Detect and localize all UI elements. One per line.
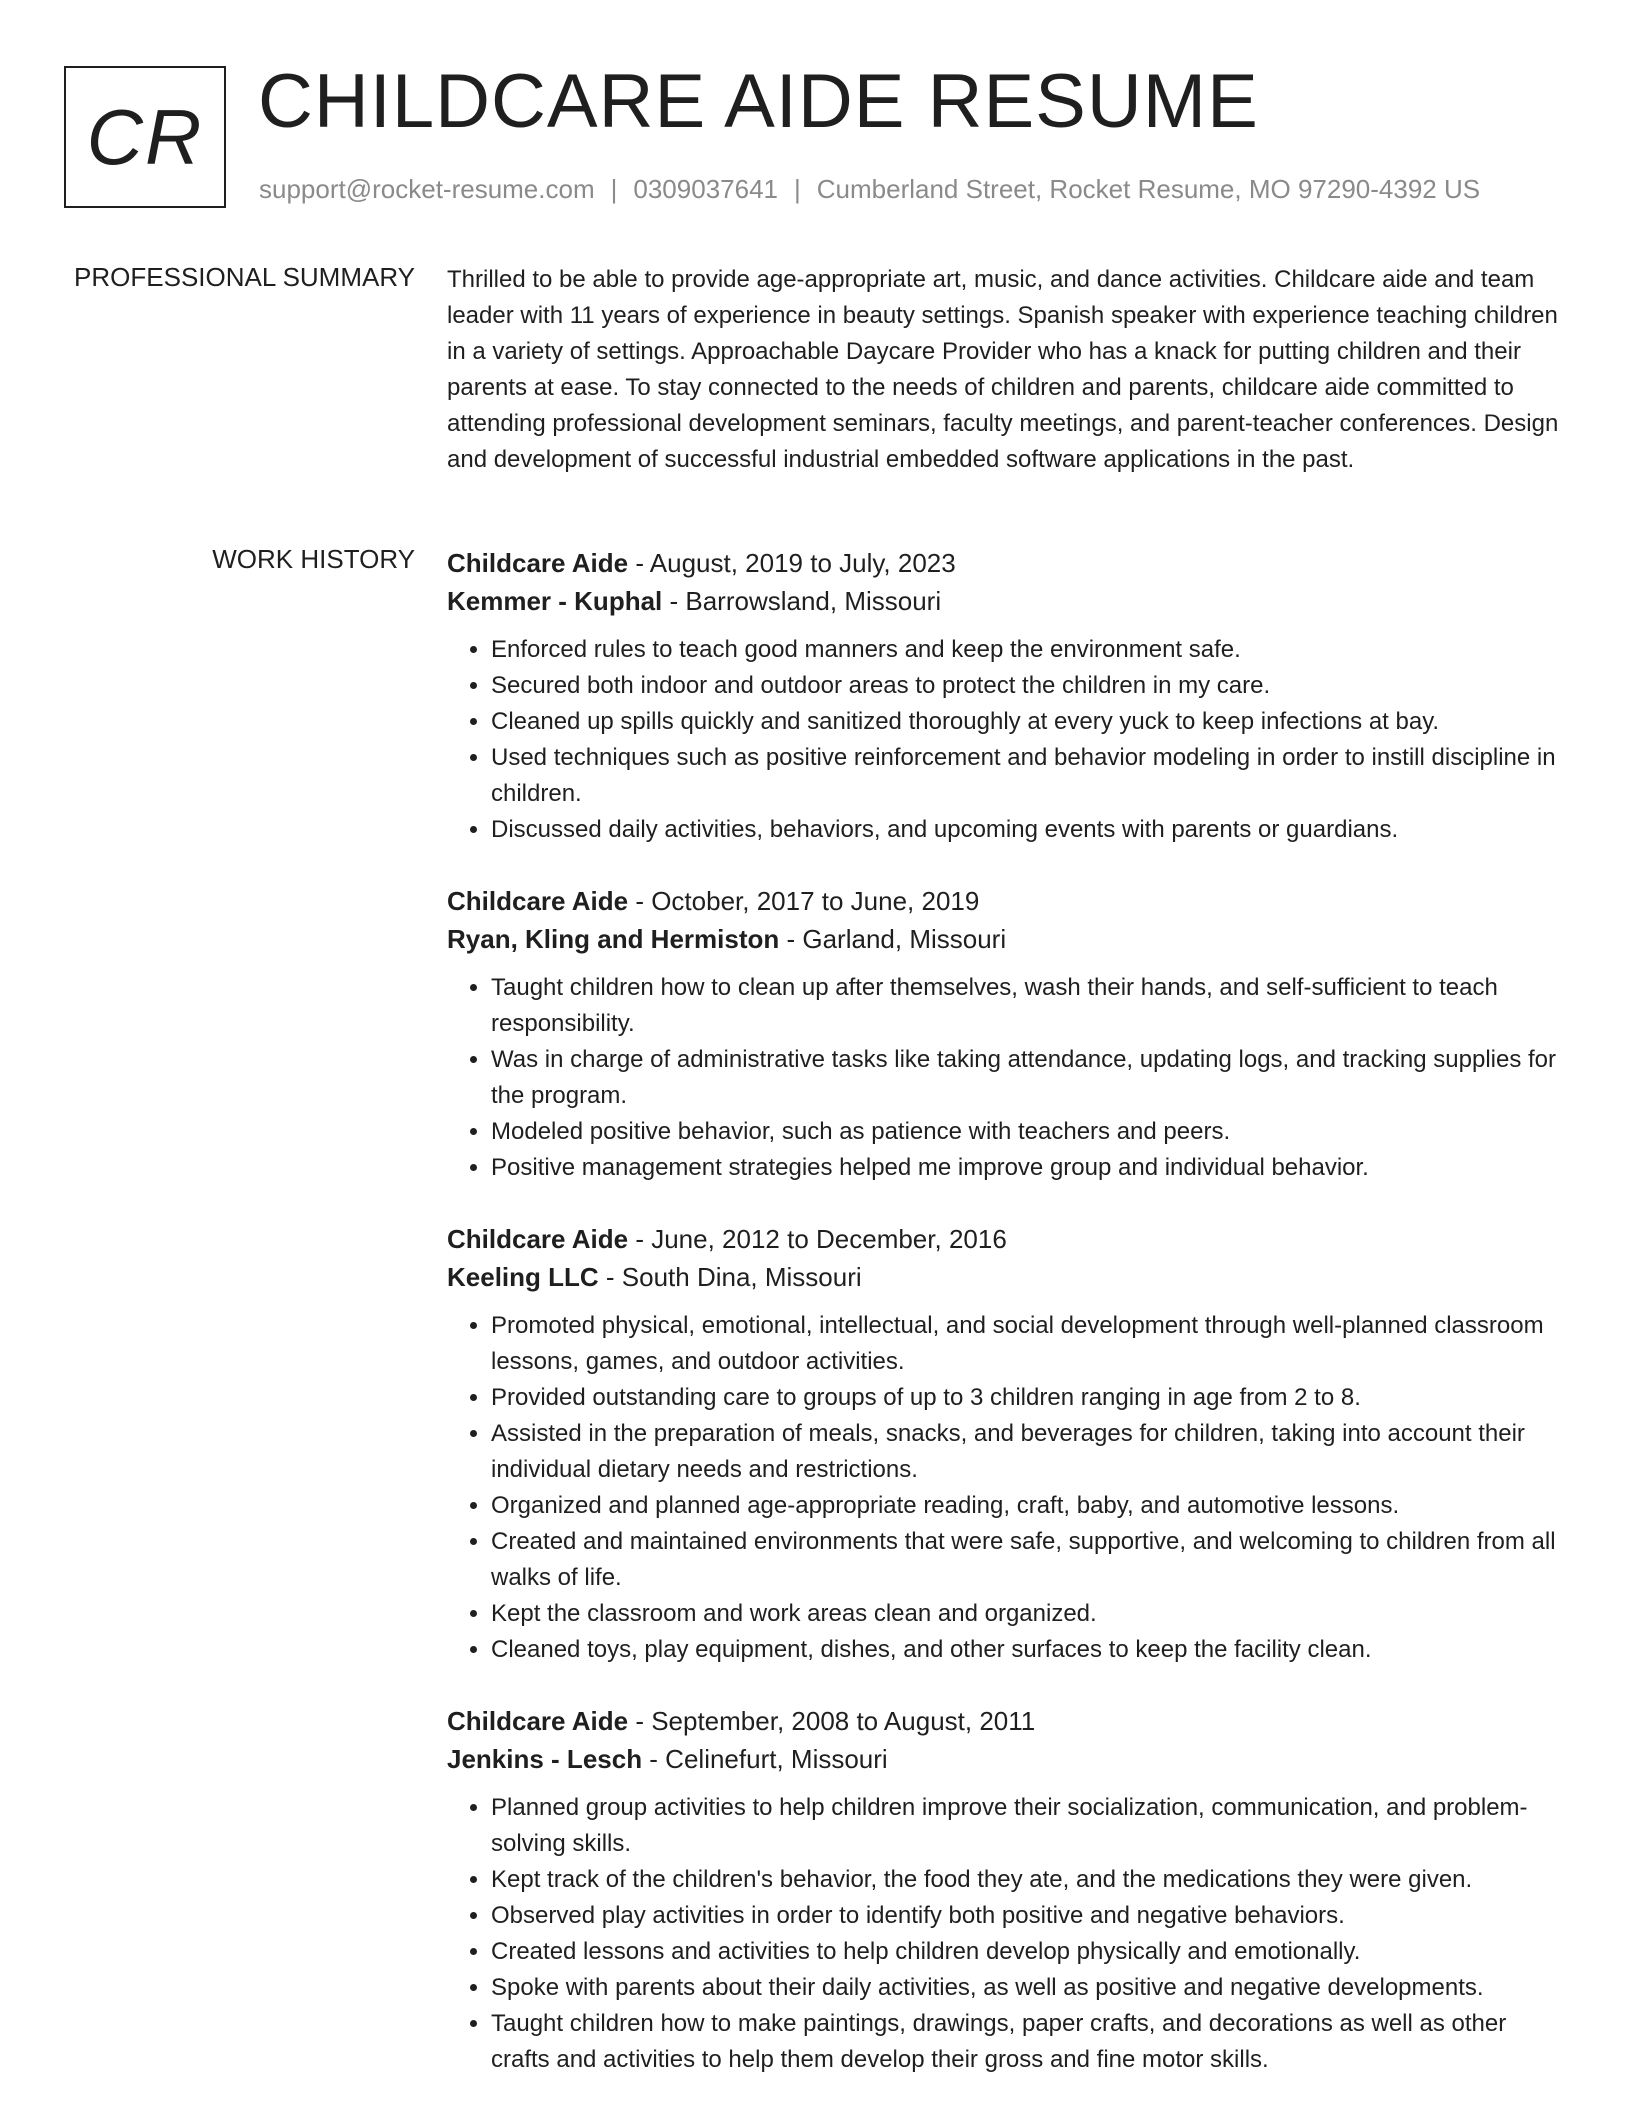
job-title-line: [447, 1220, 1567, 1258]
job-bullet: • Enforced rules to teach good manners and keep the environment safe.: [491, 632, 1567, 668]
job-company-line: [447, 582, 1567, 620]
job-bullet: • Secured both indoor and outdoor areas to protect the children in my care.: [491, 668, 1567, 704]
job-bullet: • Kept the classroom and work areas clean and organized.: [491, 1596, 1567, 1632]
job-company: Kemmer - Kuphal: [447, 586, 663, 616]
job-bullet: • Positive management strategies helped me improve group and individual behavior.: [491, 1150, 1567, 1186]
job-bullet: • Spoke with parents about their daily activities, as well as positive and negative developments.: [491, 1970, 1567, 2006]
contact-email: support@rocket-resume.com: [259, 174, 595, 204]
job-dates: - September, 2008 to August, 2011: [628, 1706, 1036, 1736]
job-bullet: • Planned group activities to help children improve their socialization, communication, and problem-solving skills.: [491, 1790, 1567, 1862]
job-bullet: • Created lessons and activities to help children develop physically and emotionally.: [491, 1934, 1567, 1970]
job-bullet: • Observed play activities in order to identify both positive and negative behaviors.: [491, 1898, 1567, 1934]
contact-separator: |: [794, 174, 801, 204]
job-bullet: • Provided outstanding care to groups of up to 3 children ranging in age from 2 to 8.: [491, 1380, 1567, 1416]
job-bullet: • Used techniques such as positive reinforcement and behavior modeling in order to instill discipline in children.: [491, 740, 1567, 812]
job-bullet: • Cleaned toys, play equipment, dishes, and other surfaces to keep the facility clean.: [491, 1632, 1567, 1668]
job-bullet: • Discussed daily activities, behaviors, and upcoming events with parents or guardians.: [491, 812, 1567, 848]
work-history-body: [447, 544, 1567, 2112]
job-bullet-list: [447, 970, 1567, 1186]
job-title: Childcare Aide: [447, 1706, 629, 1736]
contact-phone: 0309037641: [633, 174, 778, 204]
section-label-summary: PROFESSIONAL SUMMARY: [74, 262, 415, 292]
summary-text: Thrilled to be able to provide age-appropriate art, music, and dance activities. Childcare aide and team leader with 11 years of experience in beauty settings. Spanish speaker with experience teaching children in a variety of settings. Approachable Daycare Provider who has a knack for putting children and their parents at ease. To stay connected to the needs of children and parents, childcare aide committed to attending professional development seminars, faculty meetings, and parent-teacher conferences. Design and development of successful industrial embedded software applications in the past.: [447, 266, 1559, 473]
summary-body: [447, 262, 1567, 478]
job-bullet: • Cleaned up spills quickly and sanitized thoroughly at every yuck to keep infections at bay.: [491, 704, 1567, 740]
job-company: Ryan, Kling and Hermiston: [447, 924, 780, 954]
job-bullet: • Modeled positive behavior, such as patience with teachers and peers.: [491, 1114, 1567, 1150]
job-location: - South Dina, Missouri: [598, 1262, 862, 1292]
job-title-line: [447, 544, 1567, 582]
job-entry: [447, 1702, 1567, 2078]
section-label-work-history: WORK HISTORY: [212, 544, 415, 574]
job-title: Childcare Aide: [447, 1224, 629, 1254]
job-title: Childcare Aide: [447, 886, 629, 916]
job-title-line: [447, 882, 1567, 920]
job-entry: [447, 544, 1567, 848]
job-location: - Celinefurt, Missouri: [642, 1744, 888, 1774]
job-company-line: [447, 1258, 1567, 1296]
job-bullet: • Taught children how to clean up after themselves, wash their hands, and self-sufficient to teach responsibility.: [491, 970, 1567, 1042]
job-bullet-list: [447, 1790, 1567, 2078]
job-bullet: • Taught children how to make paintings, drawings, paper crafts, and decorations as well as other crafts and activities to help them develop their gross and fine motor skills.: [491, 2006, 1567, 2078]
contact-address: Cumberland Street, Rocket Resume, MO 97290-4392 US: [816, 174, 1481, 204]
job-bullet: • Promoted physical, emotional, intellectual, and social development through well-planned classroom lessons, games, and outdoor activities.: [491, 1308, 1567, 1380]
job-company: Jenkins - Lesch: [447, 1744, 643, 1774]
job-company-line: [447, 920, 1567, 958]
resume-title: CHILDCARE AIDE RESUME: [258, 59, 1259, 144]
job-dates: - October, 2017 to June, 2019: [628, 886, 980, 916]
job-location: - Garland, Missouri: [779, 924, 1007, 954]
contact-separator: |: [610, 174, 618, 204]
job-bullet: • Kept track of the children's behavior, the food they ate, and the medications they were given.: [491, 1862, 1567, 1898]
contact-line: [259, 174, 1480, 205]
job-bullet-list: [447, 1308, 1567, 1668]
monogram-box: [64, 66, 226, 208]
job-entry: [447, 1220, 1567, 1668]
job-bullet: • Was in charge of administrative tasks like taking attendance, updating logs, and tracking supplies for the program.: [491, 1042, 1567, 1114]
job-company: Keeling LLC: [447, 1262, 599, 1292]
job-title-line: [447, 1702, 1567, 1740]
job-company-line: [447, 1740, 1567, 1778]
job-entry: [447, 882, 1567, 1186]
job-title: Childcare Aide: [447, 548, 629, 578]
job-bullet: • Created and maintained environments that were safe, supportive, and welcoming to children from all walks of life.: [491, 1524, 1567, 1596]
job-bullet-list: [447, 632, 1567, 848]
monogram-initials: CR: [86, 92, 204, 181]
job-bullet: • Organized and planned age-appropriate reading, craft, baby, and automotive lessons.: [491, 1488, 1567, 1524]
job-location: - Barrowsland, Missouri: [662, 586, 942, 616]
job-dates: - August, 2019 to July, 2023: [628, 548, 956, 578]
job-dates: - June, 2012 to December, 2016: [628, 1224, 1007, 1254]
job-bullet: • Assisted in the preparation of meals, snacks, and beverages for children, taking into account their individual dietary needs and restrictions.: [491, 1416, 1567, 1488]
